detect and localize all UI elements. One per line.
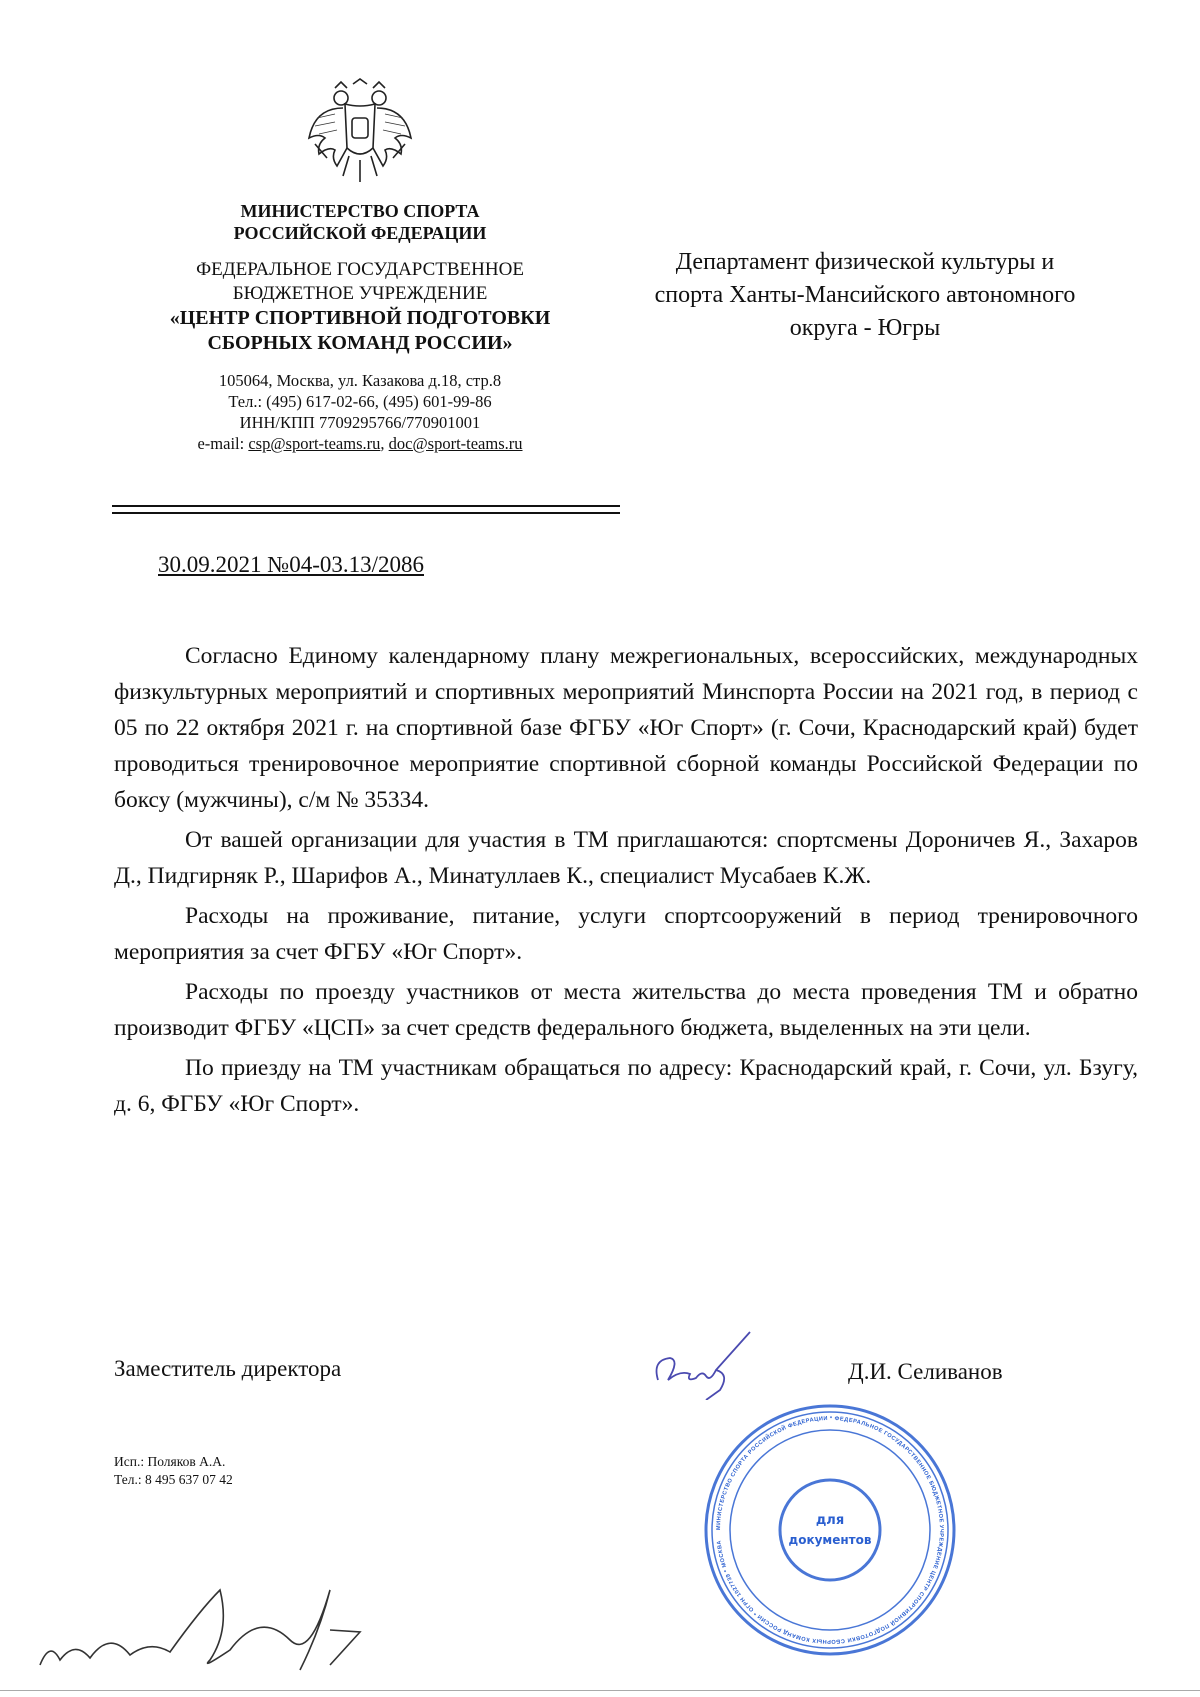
email-line xyxy=(110,433,610,454)
director-signature xyxy=(650,1330,780,1400)
letterhead-block xyxy=(110,200,610,454)
svg-text:МИНИСТЕРСТВО СПОРТА РОССИЙСКОЙ xyxy=(716,1416,944,1644)
body-paragraph: Согласно Единому календарному плану межрегиональных, всероссийских, международных физкультурных мероприятий и спортивных мероприятий Минспорта России на 2021 год, в период с 05 по 22 октября 2021 г. на спортивной базе ФГБУ «Юг Спорт» (г. Сочи, Краснодарский край) будет проводиться тренировочное мероприятие спортивной сборной команды Российской Федерации по боксу (мужчины), с/м № 35334. xyxy=(114,643,1138,813)
institution-name-line: «ЦЕНТР СПОРТИВНОЙ ПОДГОТОВКИ xyxy=(169,307,551,329)
recipient-line: спорта Ханты-Мансийского автономного xyxy=(654,282,1076,308)
institution-type-line: БЮДЖЕТНОЕ УЧРЕЖДЕНИЕ xyxy=(232,283,488,304)
letter-body xyxy=(114,638,1138,1126)
body-paragraph: Расходы по проезду участников от места жительства до места проведения ТМ и обратно производит ФГБУ «ЦСП» за счет средств федерального бюджета, выделенных на эти цели. xyxy=(114,979,1138,1041)
email-separator: , xyxy=(380,434,389,453)
recipient-line: Департамент физической культуры и xyxy=(675,249,1055,275)
executor-phone: Тел.: 8 495 637 07 42 xyxy=(114,1472,233,1487)
recipient-line: округа - Югры xyxy=(789,315,941,341)
letterhead-divider xyxy=(112,505,620,514)
body-paragraph: Расходы на проживание, питание, услуги спортсооружений в период тренировочного мероприятия за счет ФГБУ «Юг Спорт». xyxy=(114,903,1138,965)
inn-kpp: ИНН/КПП 7709295766/770901001 xyxy=(239,413,481,432)
page-edge xyxy=(0,1690,1200,1691)
email-link-csp[interactable]: csp@sport-teams.ru xyxy=(248,434,381,453)
institution-type-line: ФЕДЕРАЛЬНОЕ ГОСУДАРСТВЕННОЕ xyxy=(196,259,524,280)
institution-name-line: СБОРНЫХ КОМАНД РОССИИ» xyxy=(207,332,513,354)
executor-block xyxy=(114,1453,233,1489)
ministry-line: МИНИСТЕРСТВО СПОРТА xyxy=(240,201,480,221)
signatory-name: Д.И. Селиванов xyxy=(848,1359,1003,1384)
ministry-line: РОССИЙСКОЙ ФЕДЕРАЦИИ xyxy=(233,223,487,243)
phone: Тел.: (495) 617-02-66, (495) 601-99-86 xyxy=(228,392,492,411)
email-link-doc[interactable]: doc@sport-teams.ru xyxy=(388,434,523,453)
body-paragraph: От вашей организации для участия в ТМ приглашаются: спортсмены Дороничев Я., Захаров Д., Пидгирняк Р., Шарифов А., Минатуллаев К., специалист Мусабаев К.Ж. xyxy=(114,827,1138,889)
coat-of-arms-emblem xyxy=(305,78,415,188)
document-date-number: 30.09.2021 №04-03.13/2086 xyxy=(158,552,424,577)
stamp-center-text: для xyxy=(815,1513,845,1528)
recipient-block xyxy=(620,246,1110,345)
executor-name: Исп.: Поляков А.А. xyxy=(114,1454,226,1469)
email-label: e-mail: xyxy=(197,434,249,453)
body-paragraph: По приезду на ТМ участникам обращаться по адресу: Краснодарский край, г. Сочи, ул. Бзугу, д. 6, ФГБУ «Юг Спорт». xyxy=(114,1055,1138,1117)
stamp-center-text: документов xyxy=(788,1533,872,1547)
signatory-position: Заместитель директора xyxy=(114,1356,342,1381)
address: 105064, Москва, ул. Казакова д.18, стр.8 xyxy=(218,371,502,390)
official-stamp xyxy=(700,1400,960,1660)
handwritten-initials xyxy=(30,1570,370,1680)
stamp-ring-text: МИНИСТЕРСТВО СПОРТА РОССИЙСКОЙ ФЕДЕРАЦИИ * ФЕДЕРАЛЬНОЕ ГОСУДАРСТВЕННОЕ БЮДЖЕТНОЕ УЧРЕЖДЕНИЕ ЦЕНТР СПОРТИВНОЙ ПОДГОТОВКИ СБОРНЫХ КОМАНД РОССИИ * ОГРН 1027739 * МОСКВА xyxy=(715,1415,945,1645)
